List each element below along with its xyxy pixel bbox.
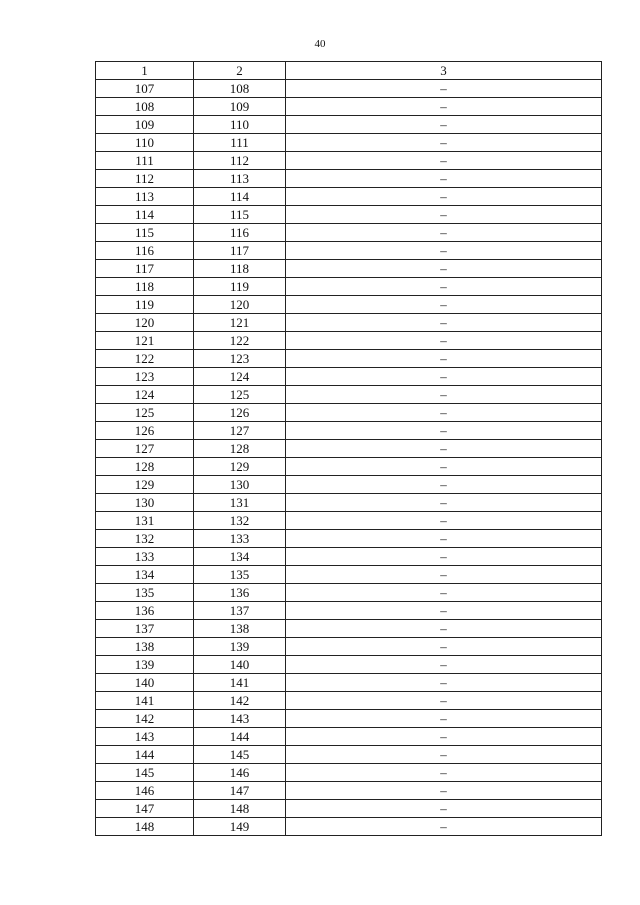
table-cell-col-1: 138	[96, 638, 194, 656]
table-cell-col-1: 148	[96, 818, 194, 836]
table-row	[96, 368, 602, 386]
table-cell-col-2: 120	[194, 296, 286, 314]
table-cell-col-1: 146	[96, 782, 194, 800]
table-cell-col-2: 112	[194, 152, 286, 170]
table-cell-col-3: –	[286, 422, 602, 440]
table-cell-col-3: –	[286, 404, 602, 422]
table-cell-col-2: 114	[194, 188, 286, 206]
table-row	[96, 260, 602, 278]
header-cell-1: 1	[96, 62, 194, 80]
table-cell-col-3: –	[286, 116, 602, 134]
table-cell-col-2: 130	[194, 476, 286, 494]
table-row	[96, 692, 602, 710]
table-cell-col-2: 111	[194, 134, 286, 152]
table-cell-col-2: 145	[194, 746, 286, 764]
table-cell-col-1: 121	[96, 332, 194, 350]
table-cell-col-2: 109	[194, 98, 286, 116]
table-cell-col-2: 108	[194, 80, 286, 98]
table-cell-col-1: 145	[96, 764, 194, 782]
table-cell-col-2: 133	[194, 530, 286, 548]
table-cell-col-3: –	[286, 98, 602, 116]
table-cell-col-1: 143	[96, 728, 194, 746]
table-cell-col-2: 140	[194, 656, 286, 674]
table-row	[96, 188, 602, 206]
table-cell-col-1: 132	[96, 530, 194, 548]
table-cell-col-1: 137	[96, 620, 194, 638]
table-cell-col-2: 119	[194, 278, 286, 296]
table-cell-col-2: 126	[194, 404, 286, 422]
table-row	[96, 476, 602, 494]
table-row	[96, 782, 602, 800]
table-cell-col-3: –	[286, 746, 602, 764]
table-cell-col-3: –	[286, 548, 602, 566]
table-row	[96, 422, 602, 440]
table-row	[96, 710, 602, 728]
table-row	[96, 80, 602, 98]
table-cell-col-2: 139	[194, 638, 286, 656]
data-table	[95, 61, 602, 836]
table-cell-col-2: 127	[194, 422, 286, 440]
table-cell-col-1: 128	[96, 458, 194, 476]
table-cell-col-2: 131	[194, 494, 286, 512]
table-row	[96, 638, 602, 656]
table-cell-col-3: –	[286, 800, 602, 818]
table-cell-col-2: 144	[194, 728, 286, 746]
table-cell-col-2: 124	[194, 368, 286, 386]
table-cell-col-1: 134	[96, 566, 194, 584]
table-cell-col-2: 115	[194, 206, 286, 224]
table-cell-col-1: 123	[96, 368, 194, 386]
table-cell-col-1: 118	[96, 278, 194, 296]
table-cell-col-3: –	[286, 278, 602, 296]
table-row	[96, 440, 602, 458]
page-number: 40	[314, 38, 326, 50]
table-cell-col-2: 132	[194, 512, 286, 530]
table-row	[96, 602, 602, 620]
table-cell-col-1: 140	[96, 674, 194, 692]
table-cell-col-2: 122	[194, 332, 286, 350]
table-cell-col-1: 147	[96, 800, 194, 818]
table-cell-col-2: 137	[194, 602, 286, 620]
table-cell-col-1: 127	[96, 440, 194, 458]
table-cell-col-1: 112	[96, 170, 194, 188]
table-cell-col-3: –	[286, 602, 602, 620]
table-cell-col-2: 121	[194, 314, 286, 332]
table-row	[96, 314, 602, 332]
table-row	[96, 584, 602, 602]
table-cell-col-3: –	[286, 314, 602, 332]
table-cell-col-1: 131	[96, 512, 194, 530]
table-cell-col-1: 113	[96, 188, 194, 206]
table-cell-col-3: –	[286, 332, 602, 350]
table-cell-col-3: –	[286, 206, 602, 224]
table-cell-col-3: –	[286, 440, 602, 458]
table-cell-col-1: 126	[96, 422, 194, 440]
table-cell-col-3: –	[286, 584, 602, 602]
table-row	[96, 566, 602, 584]
table-row	[96, 224, 602, 242]
table-row	[96, 800, 602, 818]
table-cell-col-2: 125	[194, 386, 286, 404]
table-cell-col-2: 113	[194, 170, 286, 188]
table-cell-col-2: 116	[194, 224, 286, 242]
table-row	[96, 134, 602, 152]
table-cell-col-3: –	[286, 476, 602, 494]
table-row	[96, 728, 602, 746]
table-cell-col-1: 144	[96, 746, 194, 764]
table-cell-col-1: 124	[96, 386, 194, 404]
table-cell-col-2: 135	[194, 566, 286, 584]
table-cell-col-1: 117	[96, 260, 194, 278]
table-cell-col-3: –	[286, 188, 602, 206]
table-cell-col-1: 133	[96, 548, 194, 566]
table-row	[96, 152, 602, 170]
table-cell-col-3: –	[286, 368, 602, 386]
table-cell-col-3: –	[286, 134, 602, 152]
table-cell-col-2: 136	[194, 584, 286, 602]
table-cell-col-3: –	[286, 728, 602, 746]
table-row	[96, 494, 602, 512]
table-cell-col-1: 108	[96, 98, 194, 116]
table-cell-col-1: 122	[96, 350, 194, 368]
table-cell-col-3: –	[286, 638, 602, 656]
header-cell-3: 3	[286, 62, 602, 80]
table-cell-col-2: 117	[194, 242, 286, 260]
table-cell-col-3: –	[286, 260, 602, 278]
table-cell-col-3: –	[286, 80, 602, 98]
table-cell-col-2: 147	[194, 782, 286, 800]
table-cell-col-1: 115	[96, 224, 194, 242]
table-row	[96, 386, 602, 404]
table-cell-col-2: 129	[194, 458, 286, 476]
table-cell-col-1: 130	[96, 494, 194, 512]
table-cell-col-3: –	[286, 710, 602, 728]
table-cell-col-3: –	[286, 242, 602, 260]
table-cell-col-2: 141	[194, 674, 286, 692]
table-cell-col-3: –	[286, 656, 602, 674]
table-row	[96, 656, 602, 674]
table-row	[96, 278, 602, 296]
table-row	[96, 350, 602, 368]
header-row	[96, 62, 602, 80]
table-cell-col-3: –	[286, 764, 602, 782]
table-cell-col-1: 125	[96, 404, 194, 422]
table-row	[96, 512, 602, 530]
table-row	[96, 98, 602, 116]
table-cell-col-3: –	[286, 674, 602, 692]
table-cell-col-1: 116	[96, 242, 194, 260]
table-cell-col-1: 110	[96, 134, 194, 152]
table-cell-col-3: –	[286, 818, 602, 836]
table-cell-col-2: 149	[194, 818, 286, 836]
table-cell-col-1: 141	[96, 692, 194, 710]
table-cell-col-2: 148	[194, 800, 286, 818]
table-cell-col-1: 120	[96, 314, 194, 332]
table-cell-col-3: –	[286, 386, 602, 404]
table-cell-col-2: 138	[194, 620, 286, 638]
table-cell-col-3: –	[286, 530, 602, 548]
table-cell-col-2: 142	[194, 692, 286, 710]
table-cell-col-2: 110	[194, 116, 286, 134]
table-cell-col-2: 134	[194, 548, 286, 566]
table-cell-col-1: 129	[96, 476, 194, 494]
table-row	[96, 530, 602, 548]
table-cell-col-1: 114	[96, 206, 194, 224]
table-row	[96, 206, 602, 224]
table-cell-col-3: –	[286, 170, 602, 188]
table-cell-col-1: 107	[96, 80, 194, 98]
header-cell-2: 2	[194, 62, 286, 80]
table-row	[96, 332, 602, 350]
table-cell-col-1: 109	[96, 116, 194, 134]
table-cell-col-3: –	[286, 350, 602, 368]
table-cell-col-2: 128	[194, 440, 286, 458]
table-header	[96, 62, 602, 80]
table-cell-col-2: 123	[194, 350, 286, 368]
table-row	[96, 242, 602, 260]
table-cell-col-2: 143	[194, 710, 286, 728]
table-cell-col-1: 136	[96, 602, 194, 620]
table-cell-col-1: 139	[96, 656, 194, 674]
table-cell-col-3: –	[286, 782, 602, 800]
table-row	[96, 818, 602, 836]
table-cell-col-3: –	[286, 224, 602, 242]
table-row	[96, 548, 602, 566]
table-row	[96, 170, 602, 188]
table-cell-col-1: 111	[96, 152, 194, 170]
table-body	[96, 80, 602, 836]
table-row	[96, 674, 602, 692]
table-cell-col-3: –	[286, 692, 602, 710]
table-row	[96, 296, 602, 314]
table-cell-col-3: –	[286, 620, 602, 638]
table-cell-col-1: 119	[96, 296, 194, 314]
table-row	[96, 746, 602, 764]
table-cell-col-3: –	[286, 458, 602, 476]
table-row	[96, 764, 602, 782]
table-cell-col-3: –	[286, 296, 602, 314]
table-cell-col-1: 142	[96, 710, 194, 728]
table-row	[96, 620, 602, 638]
table-cell-col-3: –	[286, 512, 602, 530]
table-row	[96, 116, 602, 134]
table-cell-col-2: 146	[194, 764, 286, 782]
table-cell-col-3: –	[286, 566, 602, 584]
table-row	[96, 458, 602, 476]
table-cell-col-2: 118	[194, 260, 286, 278]
table-row	[96, 404, 602, 422]
table-cell-col-3: –	[286, 152, 602, 170]
table-cell-col-1: 135	[96, 584, 194, 602]
table-cell-col-3: –	[286, 494, 602, 512]
